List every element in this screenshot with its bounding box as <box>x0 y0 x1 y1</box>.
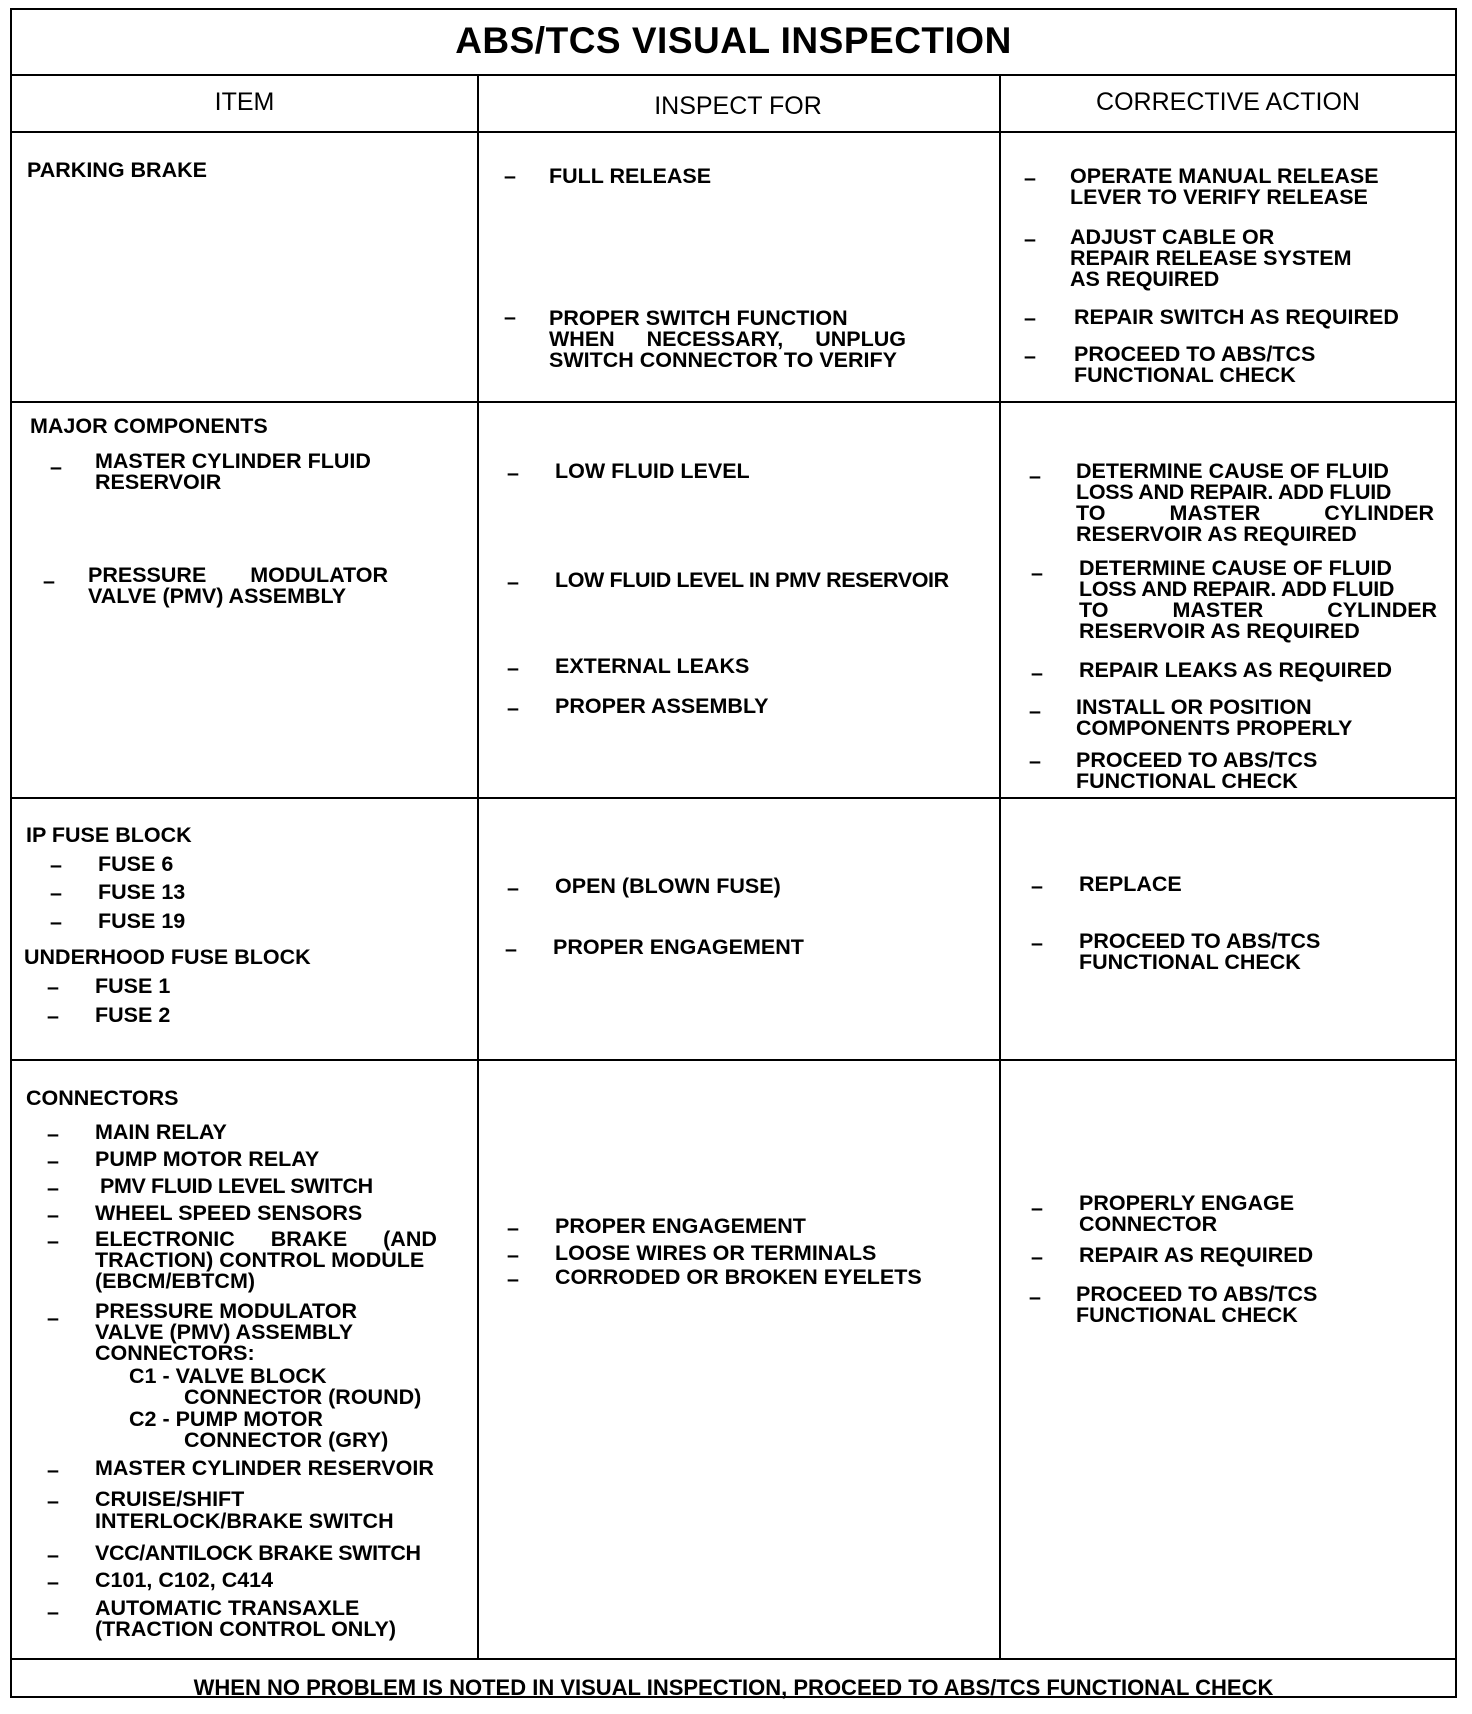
rule-row2 <box>12 797 1455 799</box>
header-item: ITEM <box>214 88 275 116</box>
item-text: FUSE 2 <box>95 1003 171 1027</box>
inspect-text: CORRODED OR BROKEN EYELETS <box>555 1265 922 1289</box>
item-text: MAIN RELAY <box>95 1120 227 1144</box>
bullet-dash: – <box>50 853 62 877</box>
inspect-text: FULL RELEASE <box>549 164 712 188</box>
item-ip-fuse-block: IP FUSE BLOCK <box>26 823 192 847</box>
item-text: FUSE 1 <box>95 974 171 998</box>
item-text: CRUISE/SHIFT <box>95 1487 245 1511</box>
inspect-text: PROPER ASSEMBLY <box>555 694 769 718</box>
item-underhood-fuse-block: UNDERHOOD FUSE BLOCK <box>24 945 311 969</box>
header-corrective-action: CORRECTIVE ACTION <box>1096 88 1360 116</box>
action-text: REPAIR AS REQUIRED <box>1079 1243 1314 1267</box>
bullet-dash: – <box>47 1229 59 1253</box>
inspect-text: PROPER ENGAGEMENT <box>553 935 804 959</box>
bullet-dash: – <box>50 881 62 905</box>
inspect-text: LOW FLUID LEVEL <box>555 459 750 483</box>
action-text: ADJUST CABLE OR <box>1070 225 1275 249</box>
rule-footer <box>12 1658 1455 1660</box>
item-text: AUTOMATIC TRANSAXLE <box>95 1596 360 1620</box>
inspect-text: LOW FLUID LEVEL IN PMV RESERVOIR <box>555 568 949 592</box>
bullet-dash: – <box>1029 464 1041 488</box>
item-text: CONNECTORS: <box>95 1341 255 1365</box>
action-text: PROCEED TO ABS/TCS <box>1074 342 1316 366</box>
bullet-dash: – <box>504 164 516 188</box>
bullet-dash: – <box>47 1543 59 1567</box>
footer-note: WHEN NO PROBLEM IS NOTED IN VISUAL INSPECTION, PROCEED TO ABS/TCS FUNCTIONAL CHECK <box>193 1675 1274 1700</box>
bullet-dash: – <box>507 696 519 720</box>
item-text: PRESSURE MODULATOR <box>88 563 388 587</box>
bullet-dash: – <box>1024 227 1036 251</box>
action-text: CONNECTOR <box>1079 1212 1218 1236</box>
bullet-dash: – <box>47 1149 59 1173</box>
item-text: VALVE (PMV) ASSEMBLY <box>88 584 347 608</box>
item-text: C101, C102, C414 <box>95 1568 274 1592</box>
action-text: TO MASTER CYLINDER <box>1079 598 1438 622</box>
item-text: INTERLOCK/BRAKE SWITCH <box>95 1509 394 1533</box>
header-inspect-for: INSPECT FOR <box>654 92 822 120</box>
item-text: CONNECTOR (GRY) <box>184 1428 389 1452</box>
item-connectors: CONNECTORS <box>26 1086 179 1110</box>
bullet-dash: – <box>47 1176 59 1200</box>
item-text: VALVE (PMV) ASSEMBLY <box>95 1320 354 1344</box>
action-text: FUNCTIONAL CHECK <box>1079 950 1301 974</box>
bullet-dash: – <box>1031 661 1043 685</box>
rule-header <box>12 131 1455 133</box>
bullet-dash: – <box>507 656 519 680</box>
action-text: FUNCTIONAL CHECK <box>1076 769 1298 793</box>
item-parking-brake: PARKING BRAKE <box>27 158 207 182</box>
inspection-table <box>10 8 1457 1698</box>
bullet-dash: – <box>1031 1245 1043 1269</box>
action-text: RESERVOIR AS REQUIRED <box>1079 619 1360 643</box>
item-text: FUSE 13 <box>98 880 186 904</box>
inspect-text: OPEN (BLOWN FUSE) <box>555 874 781 898</box>
item-text: WHEEL SPEED SENSORS <box>95 1201 363 1225</box>
rule-row1 <box>12 401 1455 403</box>
bullet-dash: – <box>505 937 517 961</box>
item-text: (EBCM/EBTCM) <box>95 1269 256 1293</box>
bullet-dash: – <box>1031 561 1043 585</box>
item-text: ELECTRONIC BRAKE (AND <box>95 1227 437 1251</box>
bullet-dash: – <box>1024 306 1036 330</box>
item-text: PMV FLUID LEVEL SWITCH <box>100 1174 373 1198</box>
col-divider-1 <box>477 74 479 1658</box>
bullet-dash: – <box>47 1122 59 1146</box>
bullet-dash: – <box>1029 749 1041 773</box>
bullet-dash: – <box>507 570 519 594</box>
action-text: REPLACE <box>1079 872 1182 896</box>
action-text: PROCEED TO ABS/TCS <box>1076 748 1318 772</box>
rule-row3 <box>12 1059 1455 1061</box>
inspect-text: EXTERNAL LEAKS <box>555 654 750 678</box>
bullet-dash: – <box>50 455 62 479</box>
action-text: LOSS AND REPAIR. ADD FLUID <box>1076 480 1392 504</box>
item-text: TRACTION) CONTROL MODULE <box>95 1248 425 1272</box>
bullet-dash: – <box>1029 1285 1041 1309</box>
item-text: (TRACTION CONTROL ONLY) <box>95 1617 396 1641</box>
action-text: FUNCTIONAL CHECK <box>1074 363 1296 387</box>
item-text: PRESSURE MODULATOR <box>95 1299 357 1323</box>
action-text: PROCEED TO ABS/TCS <box>1076 1282 1318 1306</box>
bullet-dash: – <box>1024 344 1036 368</box>
item-text: VCC/ANTILOCK BRAKE SWITCH <box>95 1541 421 1565</box>
action-text: PROCEED TO ABS/TCS <box>1079 929 1321 953</box>
action-text: OPERATE MANUAL RELEASE <box>1070 164 1379 188</box>
action-text: AS REQUIRED <box>1070 267 1220 291</box>
bullet-dash: – <box>47 1203 59 1227</box>
bullet-dash: – <box>507 1243 519 1267</box>
bullet-dash: – <box>507 1267 519 1291</box>
action-text: DETERMINE CAUSE OF FLUID <box>1079 556 1392 580</box>
action-text: REPAIR RELEASE SYSTEM <box>1070 246 1352 270</box>
bullet-dash: – <box>1031 1196 1043 1220</box>
item-text: C2 - PUMP MOTOR <box>129 1407 323 1431</box>
rule-title <box>12 74 1455 76</box>
table-title: ABS/TCS VISUAL INSPECTION <box>455 20 1012 61</box>
action-text: COMPONENTS PROPERLY <box>1076 716 1353 740</box>
inspect-text: SWITCH CONNECTOR TO VERIFY <box>549 348 897 372</box>
bullet-dash: – <box>47 1489 59 1513</box>
bullet-dash: – <box>43 569 55 593</box>
action-text: REPAIR LEAKS AS REQUIRED <box>1079 658 1392 682</box>
item-major-components: MAJOR COMPONENTS <box>30 414 268 438</box>
action-text: TO MASTER CYLINDER <box>1076 501 1435 525</box>
bullet-dash: – <box>47 1306 59 1330</box>
item-text: RESERVOIR <box>95 470 222 494</box>
item-text: C1 - VALVE BLOCK <box>129 1364 327 1388</box>
bullet-dash: – <box>507 876 519 900</box>
bullet-dash: – <box>50 910 62 934</box>
item-text: CONNECTOR (ROUND) <box>184 1385 422 1409</box>
item-text: MASTER CYLINDER FLUID <box>95 449 371 473</box>
inspect-text: WHEN NECESSARY, UNPLUG <box>549 327 907 351</box>
bullet-dash: – <box>1029 699 1041 723</box>
bullet-dash: – <box>47 1004 59 1028</box>
bullet-dash: – <box>507 461 519 485</box>
action-text: PROPERLY ENGAGE <box>1079 1191 1295 1215</box>
inspect-text: PROPER SWITCH FUNCTION <box>549 306 848 330</box>
bullet-dash: – <box>47 1458 59 1482</box>
item-text: FUSE 6 <box>98 852 174 876</box>
action-text: INSTALL OR POSITION <box>1076 695 1312 719</box>
item-text: PUMP MOTOR RELAY <box>95 1147 320 1171</box>
action-text: LEVER TO VERIFY RELEASE <box>1070 185 1368 209</box>
action-text: RESERVOIR AS REQUIRED <box>1076 522 1357 546</box>
inspect-text: PROPER ENGAGEMENT <box>555 1214 806 1238</box>
bullet-dash: – <box>1031 931 1043 955</box>
bullet-dash: – <box>47 1600 59 1624</box>
action-text: FUNCTIONAL CHECK <box>1076 1303 1298 1327</box>
bullet-dash: – <box>1024 166 1036 190</box>
action-text: LOSS AND REPAIR. ADD FLUID <box>1079 577 1395 601</box>
bullet-dash: – <box>47 975 59 999</box>
bullet-dash: – <box>504 305 516 329</box>
item-text: MASTER CYLINDER RESERVOIR <box>95 1456 434 1480</box>
action-text: REPAIR SWITCH AS REQUIRED <box>1074 305 1399 329</box>
inspect-text: LOOSE WIRES OR TERMINALS <box>555 1241 877 1265</box>
bullet-dash: – <box>47 1570 59 1594</box>
bullet-dash: – <box>1031 874 1043 898</box>
bullet-dash: – <box>507 1216 519 1240</box>
item-text: FUSE 19 <box>98 909 186 933</box>
col-divider-2 <box>999 74 1001 1658</box>
action-text: DETERMINE CAUSE OF FLUID <box>1076 459 1389 483</box>
